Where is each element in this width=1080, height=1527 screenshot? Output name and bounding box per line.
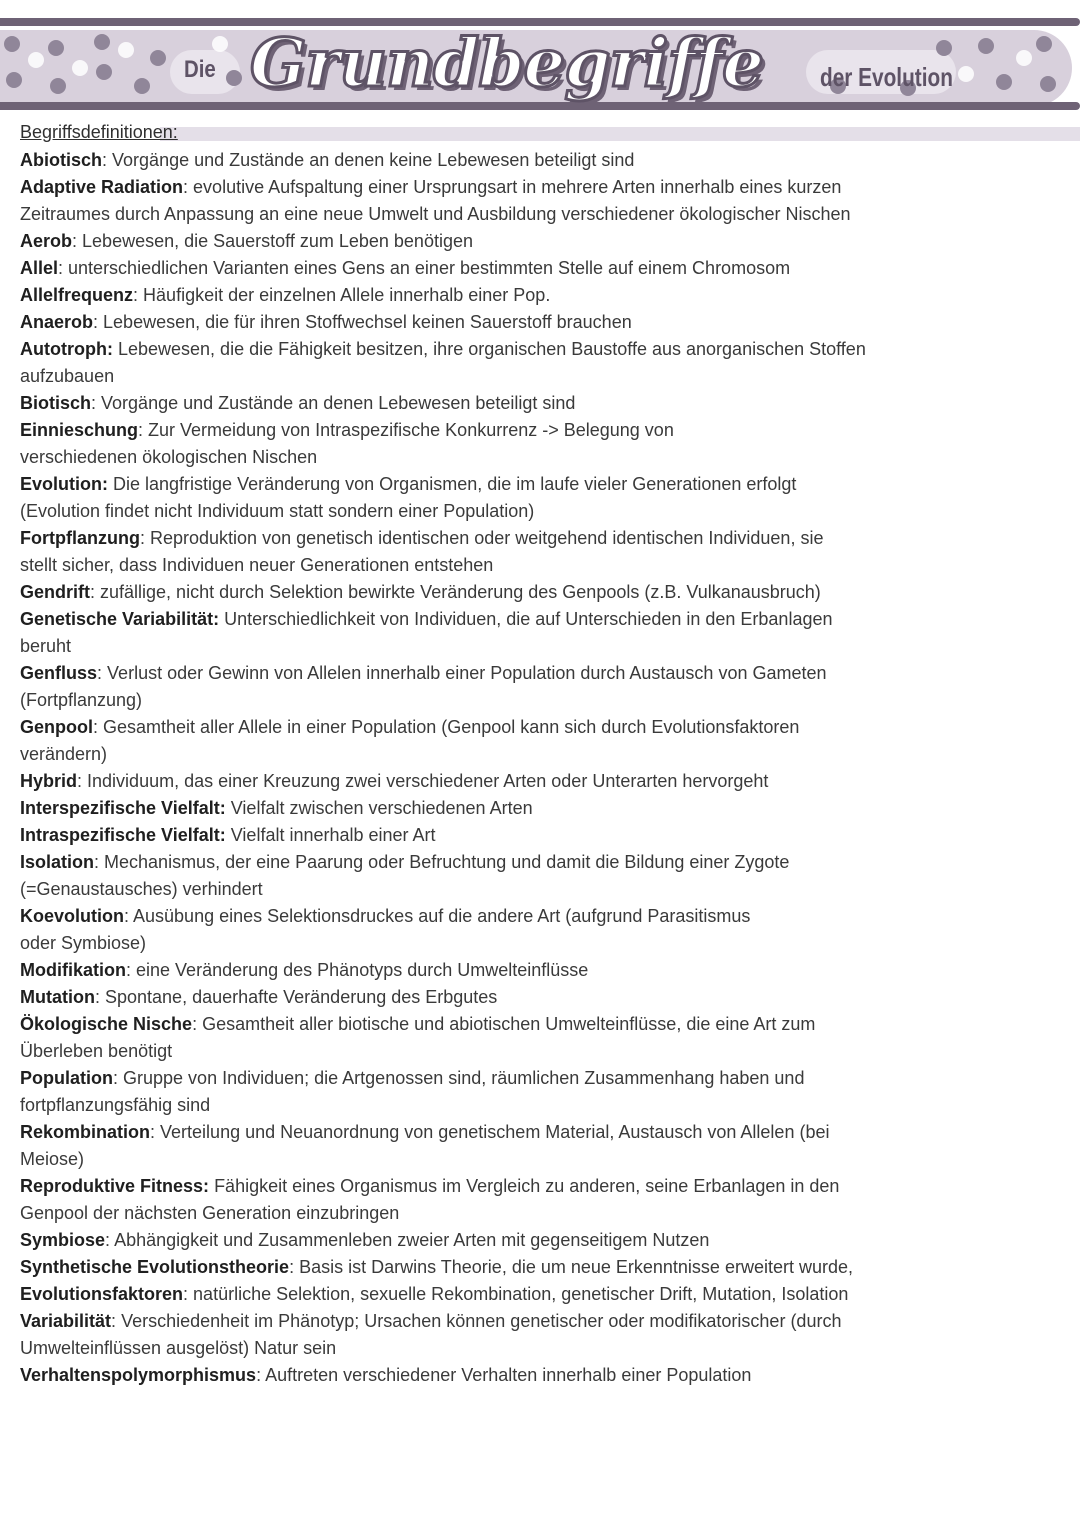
definition-entry — [20, 768, 1060, 795]
definition-text: Gesamtheit aller biotische und abiotischen Umwelteinflüsse, die eine Art zum — [202, 1014, 816, 1034]
definition-term: Population — [20, 1068, 113, 1088]
definition-separator: : — [183, 1284, 194, 1304]
definition-text: Umwelteinflüssen ausgelöst) Natur sein — [20, 1338, 337, 1358]
definition-entry — [20, 606, 1060, 660]
definition-text: fortpflanzungsfähig sind — [20, 1095, 211, 1115]
definition-separator: : — [102, 150, 113, 170]
definition-separator: : — [97, 663, 108, 683]
definition-term: Autotroph: — [20, 339, 113, 359]
definition-text: Lebewesen, die für ihren Stoffwechsel keinen Sauerstoff brauchen — [103, 312, 632, 332]
definition-entry — [20, 1362, 1060, 1389]
definition-separator: : — [105, 1230, 115, 1250]
definition-separator: : — [183, 177, 194, 197]
definition-term: Genetische Variabilität: — [20, 609, 220, 629]
banner-dot — [4, 36, 20, 52]
definition-text: Die langfristige Veränderung von Organismen, die im laufe vieler Generationen erfolgt — [113, 474, 797, 494]
definition-entry — [20, 1254, 1060, 1281]
header-banner — [0, 18, 1080, 114]
definition-term: Intraspezifische Vielfalt: — [20, 825, 226, 845]
definition-term: Variabilität — [20, 1311, 112, 1331]
definition-text: Verteilung und Neuanordnung von genetischem Material, Austausch von Allelen (bei — [160, 1122, 830, 1142]
definition-text: verändern) — [20, 744, 108, 764]
definition-text: Vorgänge und Zustände an denen keine Lebewesen beteiligt sind — [112, 150, 635, 170]
banner-dot — [958, 66, 974, 82]
definition-entry — [20, 1011, 1060, 1065]
definition-text: Lebewesen, die die Fähigkeit besitzen, ihre organischen Baustoffe aus anorganischen Stoffen — [117, 339, 866, 359]
definition-separator: : — [93, 312, 104, 332]
definition-term: Mutation — [20, 987, 95, 1007]
definition-text: verschiedenen ökologischen Nischen — [20, 447, 318, 467]
definition-separator: : — [91, 393, 102, 413]
definition-text: aufzubauen — [20, 366, 115, 386]
title-prefix: Die — [184, 56, 216, 83]
definition-text: Verlust oder Gewinn von Allelen innerhalb einer Population durch Austausch von Gameten — [107, 663, 827, 683]
banner-dot — [150, 50, 166, 66]
definition-text: Zur Vermeidung von Intraspezifische Konkurrenz -> Belegung von — [148, 420, 674, 440]
definition-entry — [20, 255, 1060, 282]
definition-term: Fortpflanzung — [20, 528, 140, 548]
definition-entry — [20, 1281, 1060, 1308]
definition-text: Mechanismus, der eine Paarung oder Befruchtung und damit die Bildung einer Zygote — [104, 852, 790, 872]
definition-term: Abiotisch — [20, 150, 103, 170]
definition-separator: : — [94, 987, 105, 1007]
definition-text: Fähigkeit eines Organismus im Vergleich zu anderen, seine Erbanlagen in den — [214, 1176, 840, 1196]
definition-term: Adaptive Radiation — [20, 177, 184, 197]
definition-separator: : — [289, 1257, 300, 1277]
definition-separator: : — [94, 852, 105, 872]
definition-text: Auftreten verschiedener Verhalten innerhalb einer Population — [265, 1365, 752, 1385]
definition-text: Vielfalt innerhalb einer Art — [230, 825, 436, 845]
definition-text: evolutive Aufspaltung einer Ursprungsart in mehrere Arten innerhalb eines kurzen — [193, 177, 842, 197]
banner-dot — [936, 40, 952, 56]
definition-entry — [20, 849, 1060, 903]
definition-term: Genpool — [20, 717, 93, 737]
definition-text: Gruppe von Individuen; die Artgenossen sind, räumlichen Zusammenhang haben und — [123, 1068, 805, 1088]
banner-dot — [94, 34, 110, 50]
definition-term: Evolutionsfaktoren — [20, 1284, 184, 1304]
banner-dot — [6, 72, 22, 88]
definition-text: stellt sicher, dass Individuen neuer Generationen entstehen — [20, 555, 494, 575]
definition-text: beruht — [20, 636, 72, 656]
definition-entry — [20, 390, 1060, 417]
definition-separator: : — [58, 258, 69, 278]
definition-term: Allelfrequenz — [20, 285, 134, 305]
definition-entry — [20, 822, 1060, 849]
definition-text: natürliche Selektion, sexuelle Rekombination, genetischer Drift, Mutation, Isolation — [193, 1284, 849, 1304]
banner-dot — [72, 60, 88, 76]
definition-entry — [20, 471, 1060, 525]
definition-term: Modifikation — [20, 960, 126, 980]
definition-entry — [20, 282, 1060, 309]
definition-entry — [20, 1119, 1060, 1173]
definition-text: Vielfalt zwischen verschiedenen Arten — [230, 798, 533, 818]
definition-term: Symbiose — [20, 1230, 106, 1250]
definition-term: Ökologische Nische — [20, 1014, 193, 1034]
definition-text: Individuum, das einer Kreuzung zwei verschiedener Arten oder Unterarten hervorgeht — [87, 771, 769, 791]
definition-term: Interspezifische Vielfalt: — [20, 798, 226, 818]
definition-entry — [20, 174, 1060, 228]
definition-text: Genpool der nächsten Generation einzubringen — [20, 1203, 400, 1223]
definition-text: Lebewesen, die Sauerstoff zum Leben benötigen — [82, 231, 473, 251]
banner-dot — [226, 70, 242, 86]
banner-dot — [48, 40, 64, 56]
definition-entry — [20, 525, 1060, 579]
definition-term: Gendrift — [20, 582, 90, 602]
banner-dot — [996, 74, 1012, 90]
banner-dot — [96, 64, 112, 80]
definition-text: (Fortpflanzung) — [20, 690, 143, 710]
definition-text: Vorgänge und Zustände an denen Lebewesen beteiligt sind — [101, 393, 576, 413]
definition-term: Synthetische Evolutionstheorie — [20, 1257, 290, 1277]
banner-dot — [978, 38, 994, 54]
definition-entry — [20, 579, 1060, 606]
definition-entry — [20, 1227, 1060, 1254]
definition-text: oder Symbiose) — [20, 933, 147, 953]
definition-text: Unterschiedlichkeit von Individuen, die auf Unterschieden in den Erbanlagen — [224, 609, 833, 629]
definition-text: (Evolution findet nicht Individuum statt sondern einer Population) — [20, 501, 535, 521]
definition-entry — [20, 795, 1060, 822]
definition-text: Meiose) — [20, 1149, 85, 1169]
definition-text: Verschiedenheit im Phänotyp; Ursachen können genetischer oder modifikatorischer (durch — [121, 1311, 842, 1331]
definition-entry — [20, 1308, 1060, 1362]
definition-term: Reproduktive Fitness: — [20, 1176, 210, 1196]
definition-term: Anaerob — [20, 312, 94, 332]
definition-text: zufällige, nicht durch Selektion bewirkte Veränderung des Genpools (z.B. Vulkanausbruch) — [100, 582, 821, 602]
definition-term: Aerob — [20, 231, 73, 251]
definition-entry — [20, 417, 1060, 471]
definition-term: Evolution: — [20, 474, 108, 494]
definition-text: Häufigkeit der einzelnen Allele innerhalb einer Pop. — [143, 285, 551, 305]
definition-term: Genfluss — [20, 663, 98, 683]
title-suffix: der Evolution — [820, 62, 953, 92]
definition-separator: : — [192, 1014, 203, 1034]
definition-entry — [20, 714, 1060, 768]
definition-text: Basis ist Darwins Theorie, die um neue Erkenntnisse erweitert wurde, — [299, 1257, 853, 1277]
definition-term: Allel — [20, 258, 59, 278]
definition-text: Überleben benötigt — [20, 1041, 173, 1061]
section-heading: Begriffsdefinitionen: — [20, 122, 178, 142]
definition-term: Einnieschung — [20, 420, 139, 440]
definition-term: Koevolution — [20, 906, 124, 926]
banner-dot — [50, 78, 66, 94]
definition-term: Hybrid — [20, 771, 78, 791]
definition-text: Ausübung eines Selektionsdruckes auf die andere Art (aufgrund Parasitismus — [133, 906, 751, 926]
definition-text: unterschiedlichen Varianten eines Gens an einer bestimmten Stelle auf einem Chromosom — [68, 258, 791, 278]
definition-separator: : — [77, 771, 88, 791]
definition-separator: : — [111, 1311, 122, 1331]
definition-entry — [20, 903, 1060, 957]
section-heading-band — [160, 127, 1080, 141]
definition-term: Verhaltenspolymorphismus — [20, 1365, 257, 1385]
definition-separator: : — [256, 1365, 266, 1385]
definition-separator: : — [139, 528, 150, 548]
definition-text: Zeitraumes durch Anpassung an eine neue Umwelt und Ausbildung verschiedener ökologischer Nischen — [20, 204, 851, 224]
definition-separator: : — [124, 906, 134, 926]
definition-separator: : — [133, 285, 144, 305]
definition-term: Rekombination — [20, 1122, 151, 1142]
definition-list — [20, 147, 1060, 1389]
definition-entry — [20, 228, 1060, 255]
definition-entry — [20, 660, 1060, 714]
definition-separator: : — [126, 960, 137, 980]
definition-text: Reproduktion von genetisch identischen oder weitgehend identischen Individuen, sie — [150, 528, 824, 548]
definition-separator: : — [138, 420, 149, 440]
definition-entry — [20, 309, 1060, 336]
definition-text: eine Veränderung des Phänotyps durch Umwelteinflüsse — [136, 960, 589, 980]
definition-entry — [20, 147, 1060, 174]
definition-text: Spontane, dauerhafte Veränderung des Erbgutes — [105, 987, 498, 1007]
definition-entry — [20, 1173, 1060, 1227]
definition-separator: : — [72, 231, 83, 251]
banner-dot — [28, 52, 44, 68]
banner-dot — [1040, 76, 1056, 92]
definition-entry — [20, 984, 1060, 1011]
page-title: Grundbegriffe — [250, 24, 764, 102]
definition-text: Gesamtheit aller Allele in einer Population (Genpool kann sich durch Evolutionsfaktoren — [103, 717, 800, 737]
definition-text: (=Genaustausches) verhindert — [20, 879, 263, 899]
definition-separator: : — [150, 1122, 161, 1142]
banner-dot — [212, 36, 228, 52]
definition-entry — [20, 1065, 1060, 1119]
banner-dot — [118, 42, 134, 58]
definition-entry — [20, 336, 1060, 390]
banner-dot — [134, 78, 150, 94]
definition-separator: : — [113, 1068, 124, 1088]
definition-term: Biotisch — [20, 393, 92, 413]
definition-text: Abhängigkeit und Zusammenleben zweier Arten mit gegenseitigem Nutzen — [114, 1230, 710, 1250]
banner-dot — [1036, 36, 1052, 52]
definition-separator: : — [90, 582, 101, 602]
definition-entry — [20, 957, 1060, 984]
definition-separator: : — [93, 717, 104, 737]
banner-dot — [1016, 50, 1032, 66]
definition-term: Isolation — [20, 852, 95, 872]
